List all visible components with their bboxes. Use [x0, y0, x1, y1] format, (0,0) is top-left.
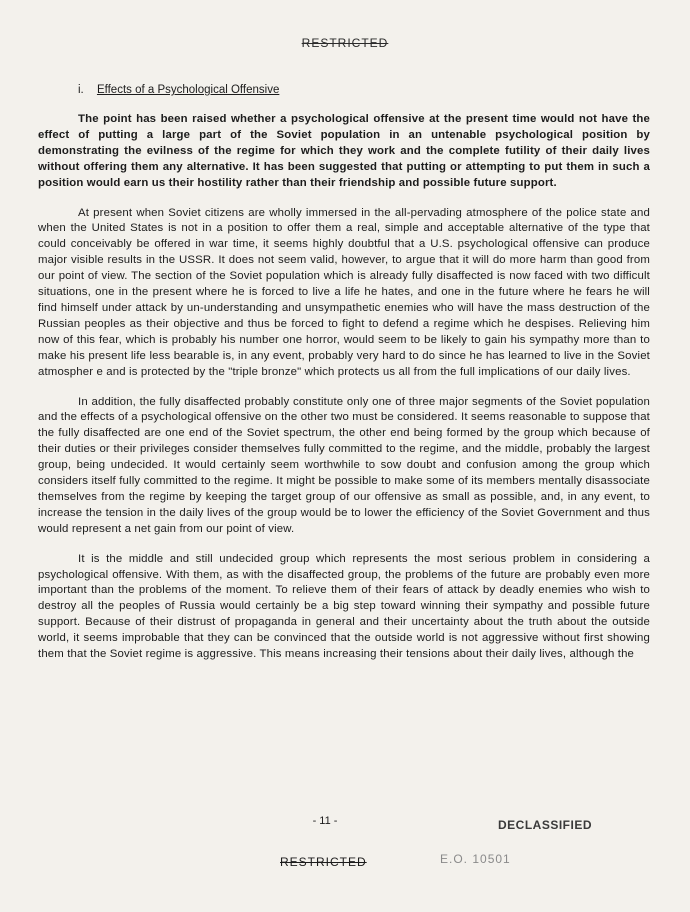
paragraph-4: It is the middle and still undecided group which represents the most serious problem in considering a psychological offensive. With them, as with the disaffected group, the problems of the future are probably even more important than the problems of the moment. To relieve them of their fears of attack by deadly enemies who wish to destroy all the peoples of Russia would certainly be a big step toward winning their sympathy and possible future support. Because of their distrust of propaganda in general and their uncertainty about the truth about the outside world, it seems improbable that they can be convinced that the outside world is not aggressive without first showing them that the Soviet regime is aggressive. This means increasing their tensions about their daily lives, although the [38, 552, 650, 661]
section-heading [78, 84, 279, 96]
section-number: i. [78, 84, 84, 96]
classification-header [0, 36, 690, 50]
classification-footer: RESTRICTED [280, 855, 367, 869]
paragraph-3: In addition, the fully disaffected probably constitute only one of three major segments of the Soviet population and the effects of a psychological offensive on the other two must be considered. It seems reasonable to suppose that the fully disaffected are one end of the Soviet spectrum, the other end being formed by the group which because of their duties or their privileges consider themselves fully committed to the regime, and the middle, probably the largest group, being undecided. It would certainly seem worthwhile to sow doubt and confusion among the group which considers itself fully committed to the regime. It might be possible to make some of its members mentally disassociate themselves from the regime by keeping the target group of our offensive as small as possible, and, in any event, to increase the tension in the daily lives of the group would be to lower the efficiency of the Soviet Government and thus would represent a net gain from our point of view. [38, 395, 650, 535]
declassified-stamp: DECLASSIFIED [498, 818, 593, 832]
paragraph-2: At present when Soviet citizens are wholly immersed in the all-pervading atmosphere of the police state and when the United States is not in a position to offer them a real, simple and acceptable alternative of the type that could conceivably be offered in war time, it seems highly doubtful that a U.S. psychological offensive can produce major visible results in the USSR. It does not seem valid, however, to argue that it will do more harm than good from our point of view. The section of the Soviet population which is already fully disaffected is now faced with two difficult situations, one in the present where he is forced to live a life he hates, and one in the future where he fears he will find himself under attack by un-understanding and unsympathetic enemies who will have the mass destruction of the Russian peoples as their objective and thus be forced to fight to defend a regime which he despises. Relieving him now of this fear, which is probably his number one horror, would seem to be likely to gain his sympathy more than to make his present life less bearable is, in any event, probably very hard to do since he has learned to live in the Soviet atmospher e and is protected by the "triple bronze" which protects us all from the full implications of our daily lives. [38, 206, 650, 378]
section-title: Effects of a Psychological Offensive [96, 84, 280, 96]
paragraph-1: The point has been raised whether a psychological offensive at the present time would not have the effect of putting a large part of the Soviet population in an untenable psychological position by demonstrating the evilness of the regime for which they work and the complete futility of their daily lives without offering them any alternative. It has been suggested that putting or attempting to put them in such a position would earn us their hostility rather than their friendship and possible future support. [38, 113, 650, 189]
declassification-authority: E.O. 10501 [440, 852, 511, 866]
classification-header-text: RESTRICTED [301, 36, 389, 50]
page-number: - 11 - [312, 815, 338, 827]
document-body [38, 112, 650, 677]
